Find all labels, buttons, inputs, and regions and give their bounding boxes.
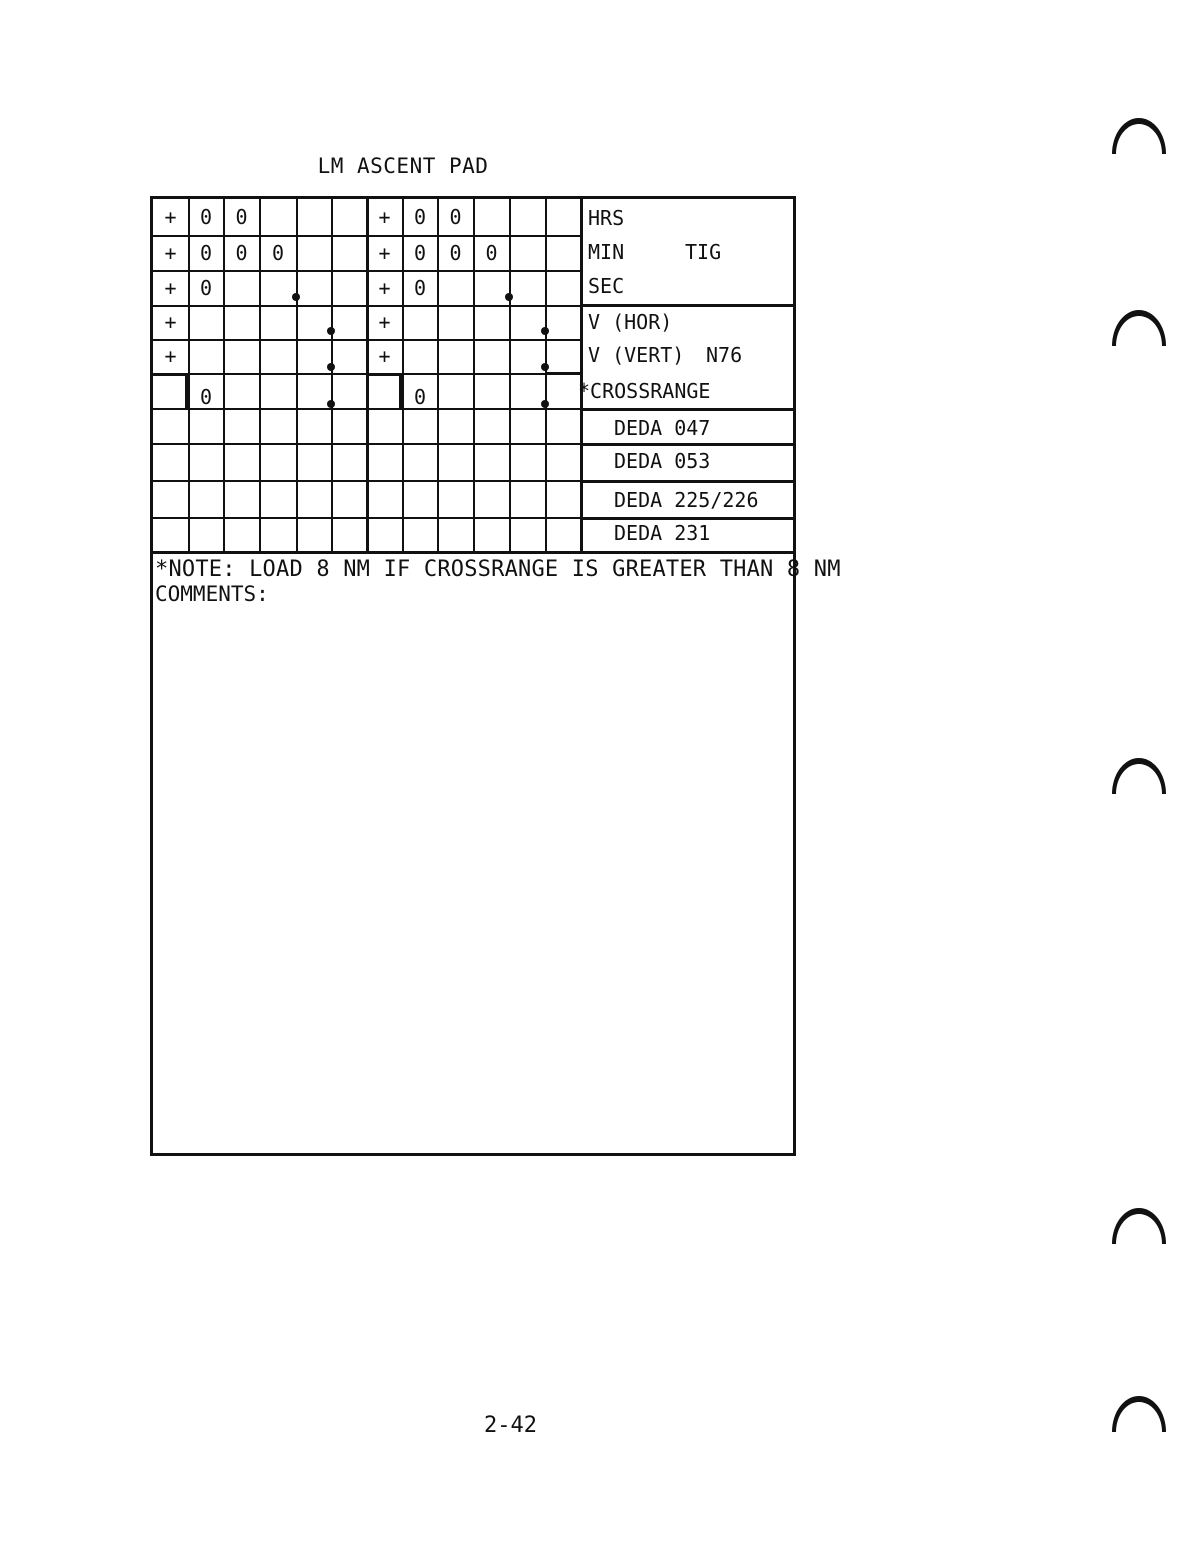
pad-cell <box>332 339 366 373</box>
pad-cell: 0 <box>449 240 462 265</box>
pad-cell <box>438 517 473 551</box>
pad-cell: 0 <box>449 204 462 229</box>
pad-cell <box>474 517 509 551</box>
pad-cell <box>153 517 188 551</box>
pad-cell <box>332 235 366 270</box>
pad-cell <box>510 408 545 443</box>
pad-cell <box>510 339 545 373</box>
pad-cell: + <box>164 204 177 229</box>
pad-cell <box>510 480 545 517</box>
pad-cell <box>332 443 366 480</box>
pad-cell <box>260 339 296 373</box>
pad-cell <box>403 480 437 517</box>
pad-cell <box>546 198 580 235</box>
decimal-point-dot <box>327 363 335 371</box>
pad-cell: 0 <box>199 275 213 300</box>
pad-cell <box>260 517 296 551</box>
pad-cell <box>224 443 259 480</box>
decimal-point-dot <box>541 400 549 408</box>
deda-053-label: DEDA 053 <box>614 449 711 473</box>
pad-cell: 0 <box>485 240 498 265</box>
pad-cell <box>297 235 331 270</box>
pad-cell <box>546 235 580 270</box>
corner-box-top <box>152 373 188 376</box>
pad-cell <box>474 408 509 443</box>
pad-cell: + <box>164 344 177 368</box>
pad-cell <box>260 270 296 305</box>
decimal-point-dot <box>541 327 549 335</box>
pad-cell <box>189 517 223 551</box>
pad-cell <box>153 480 188 517</box>
grid-col-line <box>580 198 583 551</box>
n76-label: N76 <box>706 343 743 367</box>
pad-cell <box>189 443 223 480</box>
pad-cell <box>260 305 296 339</box>
pad-cell <box>332 198 366 235</box>
pad-cell: + <box>378 204 391 229</box>
pad-cell: + <box>164 275 177 300</box>
pad-cell: 0 <box>271 240 285 265</box>
decimal-point-dot <box>505 293 513 301</box>
label-section-line <box>580 304 794 307</box>
page-title: LM ASCENT PAD <box>317 154 489 178</box>
pad-cell <box>438 443 473 480</box>
binder-hole-2 <box>1112 310 1166 346</box>
pad-cell: + <box>164 310 177 334</box>
pad-cell <box>510 270 545 305</box>
label-section-line <box>580 443 794 446</box>
pad-cell <box>510 517 545 551</box>
pad-cell <box>546 339 580 373</box>
decimal-point-dot <box>327 400 335 408</box>
deda-231-label: DEDA 231 <box>614 521 711 545</box>
binder-hole-1 <box>1112 118 1166 154</box>
pad-cell <box>297 270 331 305</box>
pad-cell <box>332 408 366 443</box>
pad-cell <box>189 480 223 517</box>
pad-cell <box>153 408 188 443</box>
pad-cell <box>546 408 580 443</box>
pad-cell <box>510 235 545 270</box>
pad-cell <box>260 443 296 480</box>
pad-cell <box>546 517 580 551</box>
pad-cell: 0 <box>235 240 248 265</box>
pad-cell <box>297 305 331 339</box>
pad-cell <box>438 270 473 305</box>
pad-cell <box>224 408 259 443</box>
pad-cell <box>546 443 580 480</box>
pad-cell <box>224 305 259 339</box>
pad-cell <box>332 270 366 305</box>
pad-cell <box>297 408 331 443</box>
pad-cell <box>403 339 437 373</box>
pad-cell <box>474 270 509 305</box>
pad-cell <box>297 480 331 517</box>
corner-box-top <box>366 373 402 376</box>
pad-cell <box>224 480 259 517</box>
pad-cell <box>332 305 366 339</box>
pad-cell: 0 <box>199 384 213 409</box>
crossrange-note: *NOTE: LOAD 8 NM IF CROSSRANGE IS GREATER THAN 8 NM <box>155 557 841 582</box>
min-label: MIN <box>588 240 625 264</box>
pad-cell <box>224 517 259 551</box>
pad-cell <box>189 305 223 339</box>
pad-cell: 0 <box>413 204 427 229</box>
pad-cell <box>403 443 437 480</box>
pad-cell: 0 <box>199 204 213 229</box>
pad-cell: + <box>378 240 391 265</box>
pad-cell <box>332 480 366 517</box>
decimal-point-dot <box>541 363 549 371</box>
sec-label: SEC <box>588 274 625 298</box>
deda-225-226-label: DEDA 225/226 <box>614 488 759 512</box>
page-number: 2-42 <box>484 1413 537 1438</box>
pad-cell <box>474 339 509 373</box>
pad-cell <box>546 270 580 305</box>
pad-cell <box>260 480 296 517</box>
pad-cell <box>367 408 402 443</box>
pad-cell <box>438 305 473 339</box>
decimal-point-dot <box>292 293 300 301</box>
pad-cell <box>403 305 437 339</box>
label-section-line <box>580 408 794 411</box>
pad-cell <box>297 443 331 480</box>
binder-hole-3 <box>1112 758 1166 794</box>
pad-cell <box>510 305 545 339</box>
pad-cell <box>224 339 259 373</box>
crossrange-label: *CROSSRANGE <box>578 379 711 403</box>
v-vert-label: V (VERT) <box>588 343 685 367</box>
pad-cell <box>332 517 366 551</box>
v-hor-label: V (HOR) <box>588 310 673 334</box>
pad-cell <box>260 408 296 443</box>
pad-cell: 0 <box>413 275 427 300</box>
pad-cell: 0 <box>235 204 248 229</box>
pad-cell <box>474 305 509 339</box>
pad-cell <box>438 339 473 373</box>
binder-hole-5 <box>1112 1396 1166 1432</box>
comments-label: COMMENTS: <box>155 582 269 606</box>
pad-cell: + <box>378 275 391 300</box>
pad-cell <box>367 517 402 551</box>
hrs-label: HRS <box>588 206 625 230</box>
tig-label: TIG <box>685 240 722 264</box>
pad-cell: 0 <box>413 384 427 409</box>
pad-cell: + <box>164 240 177 265</box>
pad-cell: + <box>378 310 391 334</box>
pad-cell <box>260 198 296 235</box>
pad-cell: + <box>378 344 391 368</box>
pad-cell <box>189 408 223 443</box>
binder-hole-4 <box>1112 1208 1166 1244</box>
pad-cell <box>474 198 509 235</box>
pad-cell <box>403 408 437 443</box>
pad-cell <box>153 443 188 480</box>
pad-cell <box>546 480 580 517</box>
pad-cell <box>438 408 473 443</box>
pad-cell <box>367 480 402 517</box>
deda-047-label: DEDA 047 <box>614 416 711 440</box>
pad-cell <box>510 198 545 235</box>
pad-cell <box>474 480 509 517</box>
pad-cell <box>367 443 402 480</box>
grid-bottom-line <box>152 551 794 554</box>
pad-cell <box>403 517 437 551</box>
pad-cell <box>474 443 509 480</box>
pad-cell <box>297 517 331 551</box>
pad-cell: 0 <box>199 240 213 265</box>
pad-cell: 0 <box>413 240 427 265</box>
decimal-point-dot <box>327 327 335 335</box>
pad-cell <box>224 270 259 305</box>
pad-cell <box>297 198 331 235</box>
label-section-line <box>580 480 794 483</box>
label-section-line <box>580 517 794 520</box>
pad-cell <box>546 305 580 339</box>
pad-cell <box>189 339 223 373</box>
pad-cell <box>510 443 545 480</box>
pad-cell <box>297 339 331 373</box>
pad-cell <box>438 480 473 517</box>
